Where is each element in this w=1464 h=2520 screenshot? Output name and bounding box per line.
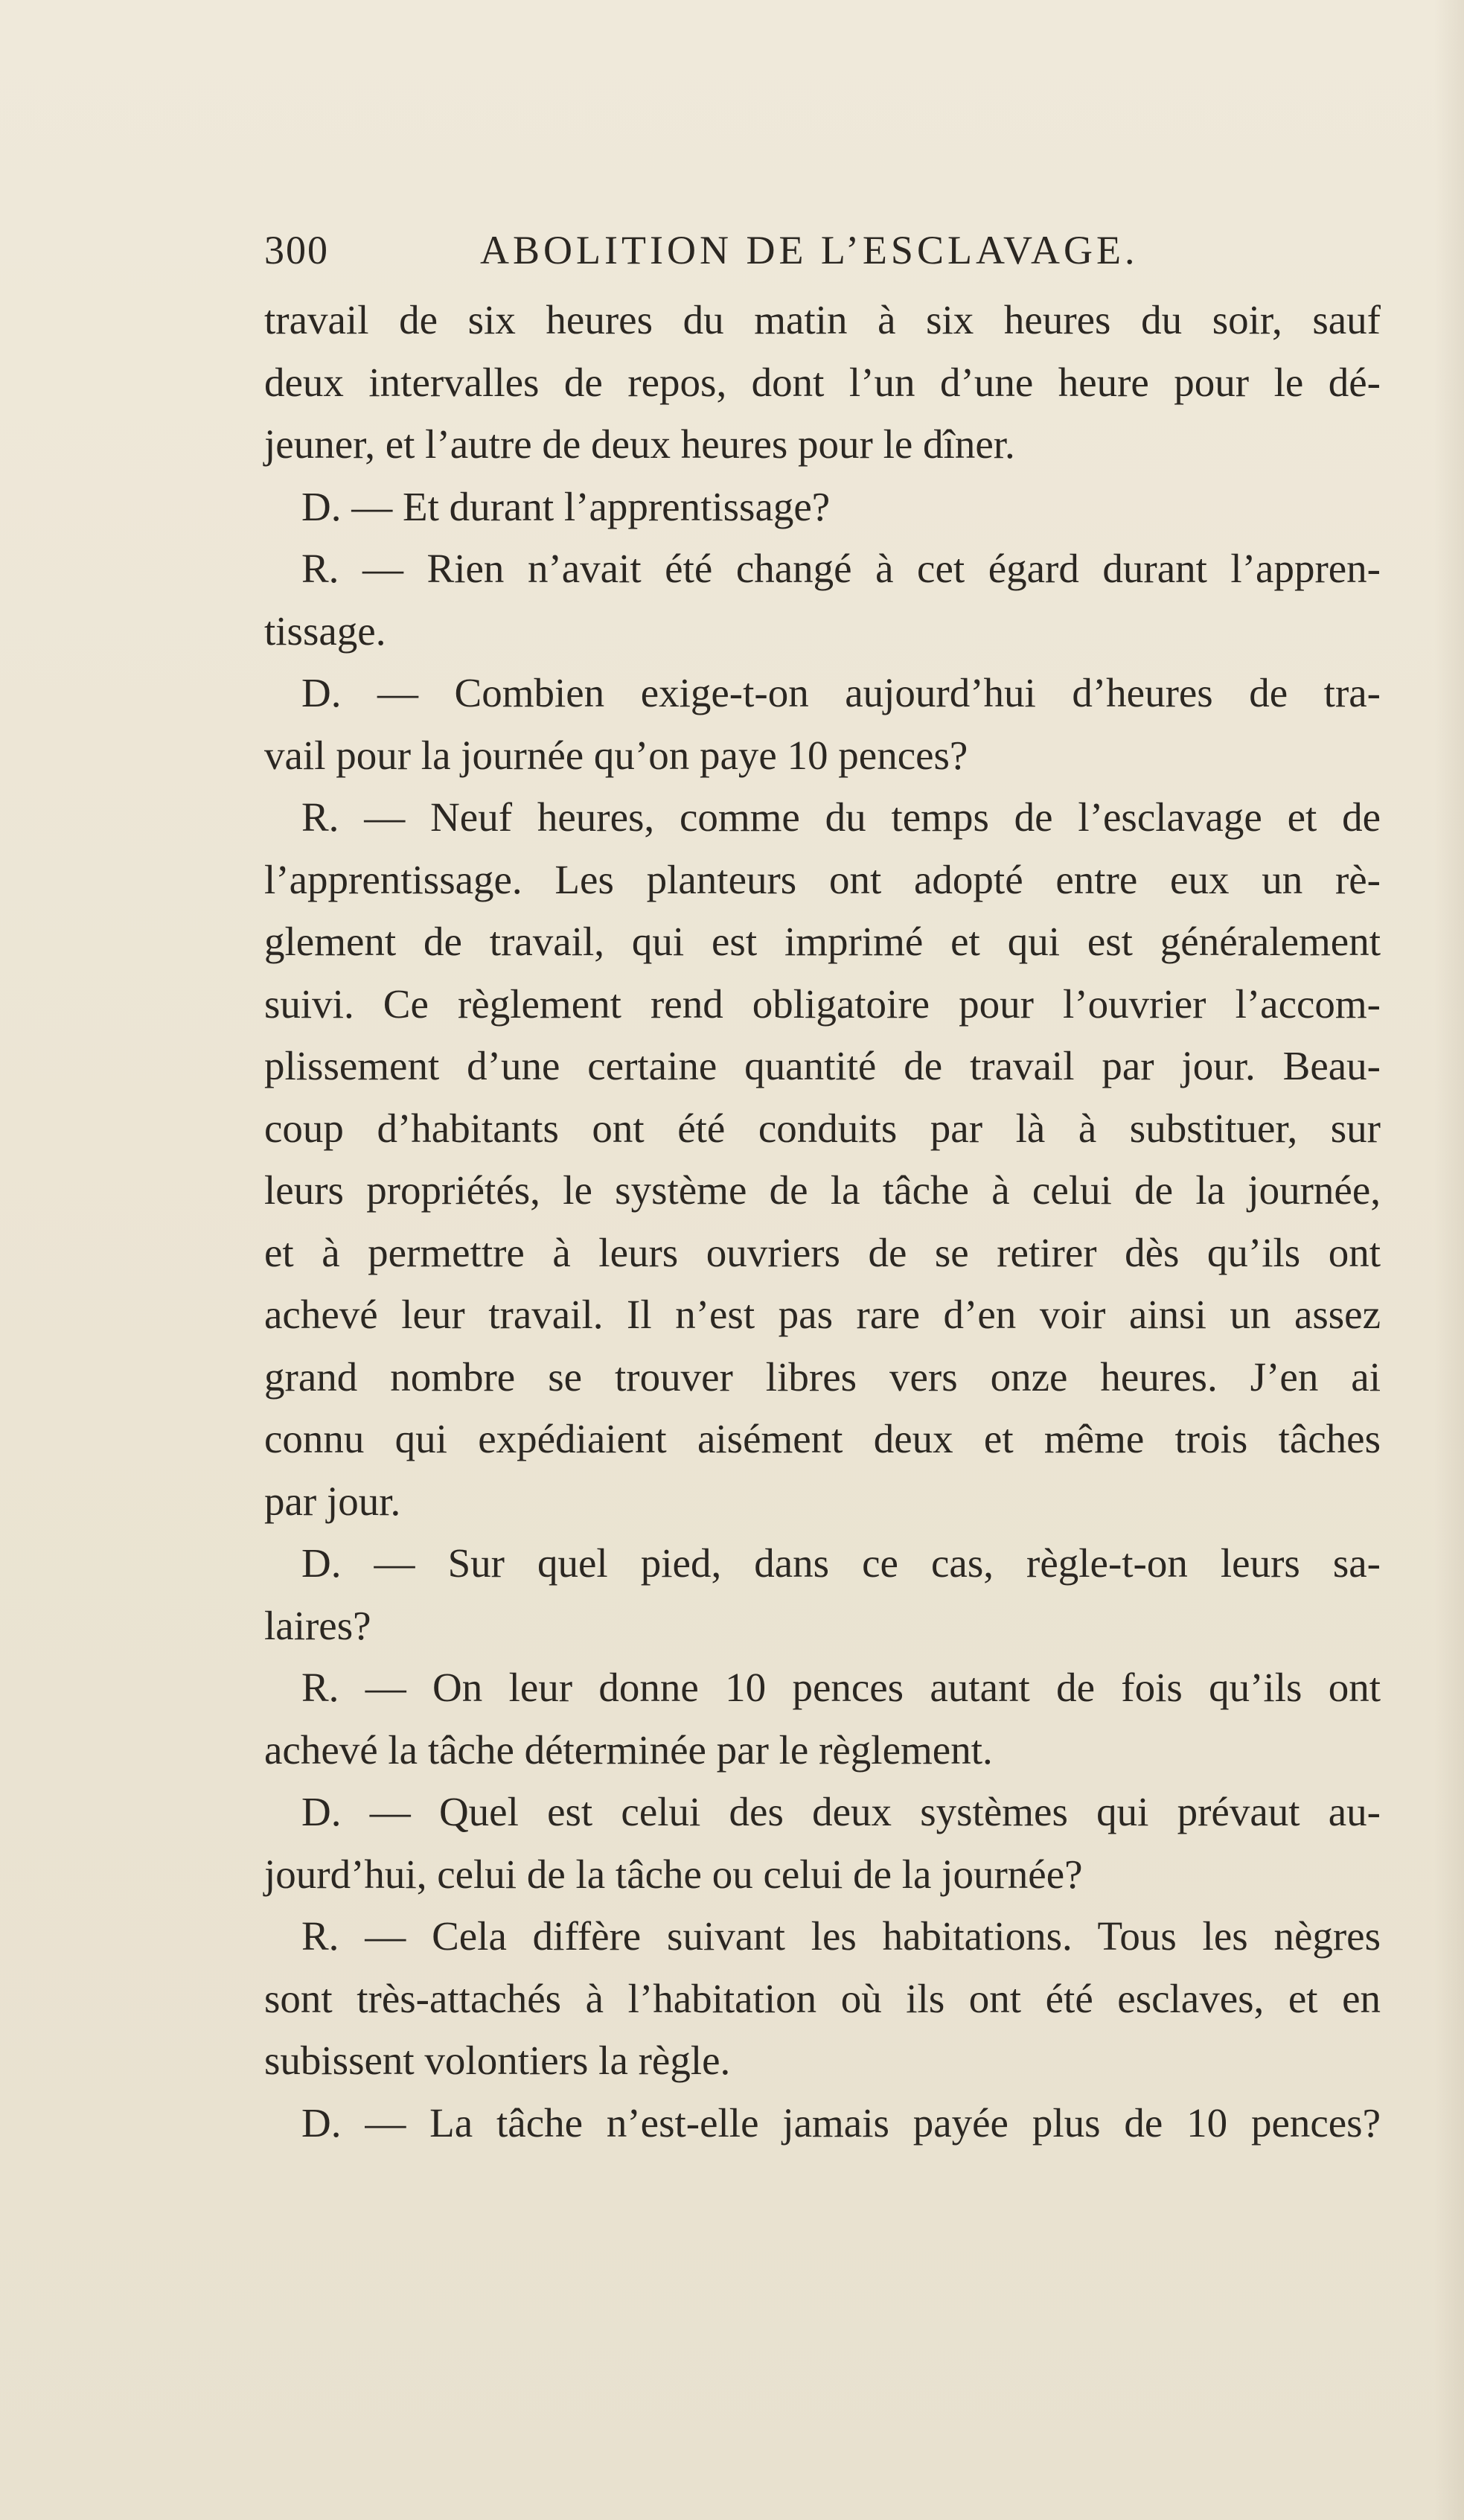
text-line: coup d’habitants ont été conduits par là à substituer, sur [264, 1105, 1381, 1151]
text-line: leurs propriétés, le système de la tâche à celui de la journée, [264, 1167, 1381, 1213]
text-line: jourd’hui, celui de la tâche ou celui de la journée? [264, 1851, 1083, 1897]
text-line: D. — Combien exige-t-on aujourd’hui d’heures de tra- [301, 670, 1381, 715]
text-line: travail de six heures du matin à six heures du soir, sauf [264, 297, 1381, 342]
text-line: D. — Quel est celui des deux systèmes qui prévaut au- [301, 1789, 1381, 1834]
body-text [264, 289, 1381, 2154]
text-line: R. — On leur donne 10 pences autant de fois qu’ils ont [301, 1665, 1381, 1710]
text-line: grand nombre se trouver libres vers onze heures. J’en ai [264, 1353, 1381, 1400]
text-line: jeuner, et l’autre de deux heures pour le dîner. [264, 421, 1015, 467]
text-line: laires? [264, 1602, 371, 1648]
text-line: tissage. [264, 607, 386, 654]
text-line: par jour. [264, 1478, 401, 1524]
page-number: 300 [264, 228, 329, 272]
text-line: D. — Et durant l’apprentissage? [301, 483, 831, 529]
text-line: subissent volontiers la règle. [264, 2038, 731, 2083]
running-head [264, 227, 1381, 279]
text-line: R. — Neuf heures, comme du temps de l’esclavage et de [301, 794, 1381, 840]
text-line: D. — La tâche n’est-elle jamais payée plus de 10 pences? [301, 2099, 1381, 2146]
text-line: l’apprentissage. Les planteurs ont adopté entre eux un rè- [264, 856, 1381, 902]
text-line: R. — Cela diffère suivant les habitations. Tous les nègres [301, 1913, 1381, 1959]
text-line: connu qui expédiaient aisément deux et même trois tâches [264, 1416, 1381, 1461]
text-line: suivi. Ce règlement rend obligatoire pour l’ouvrier l’accom- [264, 980, 1381, 1027]
text-line: deux intervalles de repos, dont l’un d’une heure pour le dé- [264, 359, 1381, 405]
text-line: achevé la tâche déterminée par le règlement. [264, 1726, 993, 1773]
text-line: vail pour la journée qu’on paye 10 pences? [264, 732, 968, 778]
running-title: ABOLITION DE L’ESCLAVAGE. [480, 228, 1139, 272]
text-line: et à permettre à leurs ouvriers de se retirer dès qu’ils ont [264, 1229, 1381, 1275]
text-line: achevé leur travail. Il n’est pas rare d’en voir ainsi un assez [264, 1292, 1381, 1337]
text-line: glement de travail, qui est imprimé et qui est généralement [264, 919, 1381, 964]
text-line: plissement d’une certaine quantité de travail par jour. Beau- [264, 1043, 1381, 1088]
text-line: R. — Rien n’avait été changé à cet égard durant l’appren- [301, 546, 1381, 591]
text-line: D. — Sur quel pied, dans ce cas, règle-t-on leurs sa- [301, 1540, 1381, 1586]
text-line: sont très-attachés à l’habitation où ils ont été esclaves, et en [264, 1975, 1381, 2021]
